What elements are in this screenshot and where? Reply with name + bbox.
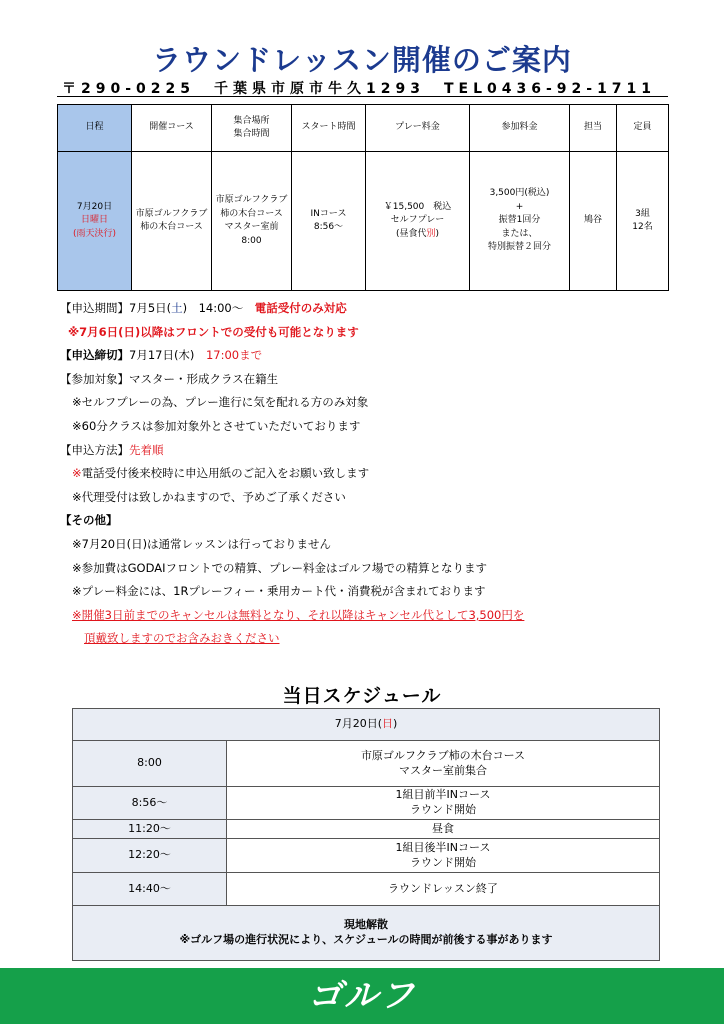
schedule-title: 当日スケジュール — [282, 685, 442, 707]
cell-start: INコース 8:56〜 — [292, 152, 366, 291]
target-note2: ※60分クラスは参加対象外とさせていただいております — [72, 418, 361, 433]
play-fee-price: ￥15,500 税込 — [383, 201, 452, 212]
cell-date — [58, 152, 132, 291]
day-text: 日曜日 — [80, 215, 108, 226]
schedule-event: ラウンドレッスン終了 — [227, 873, 660, 906]
schedule-time: 14:40〜 — [73, 873, 227, 906]
info-header-row — [58, 105, 669, 152]
schedule-note: ※ゴルフ場の進行状況により、スケジュールの時間が前後する事があります — [179, 933, 553, 946]
method-note1-text: 電話受付後来校時に申込用紙のご記入をお願い致します — [81, 466, 370, 481]
info-table — [57, 104, 669, 291]
header-staff: 担当 — [570, 105, 617, 152]
period-line — [60, 297, 680, 321]
other-note5: 頂戴致しますのでお含みおきください — [84, 631, 280, 646]
schedule-event: 昼食 — [227, 820, 660, 839]
method-line — [60, 439, 680, 463]
schedule-time: 11:20〜 — [73, 820, 227, 839]
other-note1: ※7月20日(日)は通常レッスンは行っておりません — [72, 536, 331, 551]
table-row — [73, 820, 660, 839]
deadline-line — [60, 344, 680, 368]
divider — [57, 96, 668, 97]
header-play-fee: プレー料金 — [366, 105, 470, 152]
table-row — [73, 787, 660, 820]
schedule-date — [73, 709, 660, 741]
header-date: 日程 — [58, 105, 132, 152]
period-date-sat: 土 — [171, 301, 183, 315]
sched-date-b: ) — [393, 717, 398, 731]
header-meeting: 集合場所 集合時間 — [212, 105, 292, 152]
notes-section — [60, 297, 680, 651]
other-note4: ※開催3日前までのキャンセルは無料となり、それ以降はキャンセル代として3,500円を — [72, 607, 525, 622]
cell-course: 市原ゴルフクラブ 柿の木台コース — [132, 152, 212, 291]
dismissal-text: 現地解散 — [344, 918, 388, 932]
schedule-event: 1組目後半INコース ラウンド開始 — [227, 839, 660, 873]
meal-a: (昼食代 — [395, 228, 427, 239]
date-text: 7月20日 — [76, 201, 113, 212]
deadline-label: 【申込締切】 — [60, 348, 129, 363]
schedule-time: 8:56〜 — [73, 787, 227, 820]
cell-staff: 鳩谷 — [570, 152, 617, 291]
schedule-time: 12:20〜 — [73, 839, 227, 873]
method-note1-mark: ※ — [72, 466, 82, 481]
header-start: スタート時間 — [292, 105, 366, 152]
method-label: 【申込方法】 — [60, 442, 129, 457]
schedule-date-row — [73, 709, 660, 741]
schedule-footer-row — [73, 906, 660, 961]
schedule-event: 市原ゴルフクラブ柿の木台コース マスター室前集合 — [227, 741, 660, 787]
other-note3: ※プレー料金には、1Rプレーフィー・乗用カート代・消費税が含まれております — [72, 584, 486, 599]
method-text: 先着順 — [129, 442, 164, 457]
meal-b: 別 — [426, 228, 436, 239]
table-row — [73, 873, 660, 906]
meal-c: ) — [435, 228, 440, 239]
cell-capacity: 3組 12名 — [617, 152, 669, 291]
cell-meeting: 市原ゴルフクラブ 柿の木台コース マスター室前 8:00 — [212, 152, 292, 291]
schedule-time: 8:00 — [73, 741, 227, 787]
method-note2: ※代理受付は致しかねますので、予めご了承ください — [72, 489, 346, 504]
target-label: 【参加対象】 — [60, 371, 129, 386]
schedule-event: 1組目前半INコース ラウンド開始 — [227, 787, 660, 820]
page-title: ラウンドレッスン開催のご案内 — [152, 43, 572, 77]
sched-date-a: 7月20日( — [334, 717, 382, 731]
cell-join-fee: 3,500円(税込) + 振替1回分 または、 特別振替２回分 — [470, 152, 570, 291]
footer-bar — [0, 968, 724, 1024]
table-row — [73, 741, 660, 787]
play-fee-type: セルフプレー — [390, 215, 445, 226]
deadline-date: 7月17日(木) — [129, 348, 195, 363]
other-label: 【その他】 — [60, 513, 118, 528]
info-data-row — [58, 152, 669, 291]
target-text: マスター・形成クラス在籍生 — [129, 371, 279, 386]
period-date-a: 7月5日( — [129, 301, 172, 315]
sched-date-day: 日 — [382, 717, 393, 731]
target-line — [60, 368, 680, 392]
period-label: 【申込期間】 — [60, 301, 129, 315]
address-line: 〒290-0225 千葉県市原市牛久1293 TEL0436-92-1711 — [62, 81, 657, 97]
schedule-footer — [73, 906, 660, 961]
deadline-time: 17:00まで — [205, 348, 263, 363]
header-course: 開催コース — [132, 105, 212, 152]
weather-text: (雨天決行) — [72, 228, 117, 239]
golf-logo: ゴルフ — [308, 976, 416, 1016]
other-note2: ※参加費はGODAIフロントでの精算、プレー料金はゴルフ場での精算となります — [72, 560, 488, 575]
period-note: ※7月6日(日)以降はフロントでの受付も可能となります — [68, 324, 359, 339]
header-join-fee: 参加料金 — [470, 105, 570, 152]
cell-play-fee — [366, 152, 470, 291]
schedule-table — [72, 708, 660, 961]
table-row — [73, 839, 660, 873]
play-fee-meal — [366, 228, 469, 242]
method-note1 — [60, 462, 680, 486]
header-capacity: 定員 — [617, 105, 669, 152]
target-note1: ※セルフプレーの為、プレー進行に気を配れる方のみ対象 — [72, 395, 369, 410]
period-date-b: ) 14:00〜 — [182, 301, 244, 315]
period-phone: 電話受付のみ対応 — [254, 301, 347, 315]
